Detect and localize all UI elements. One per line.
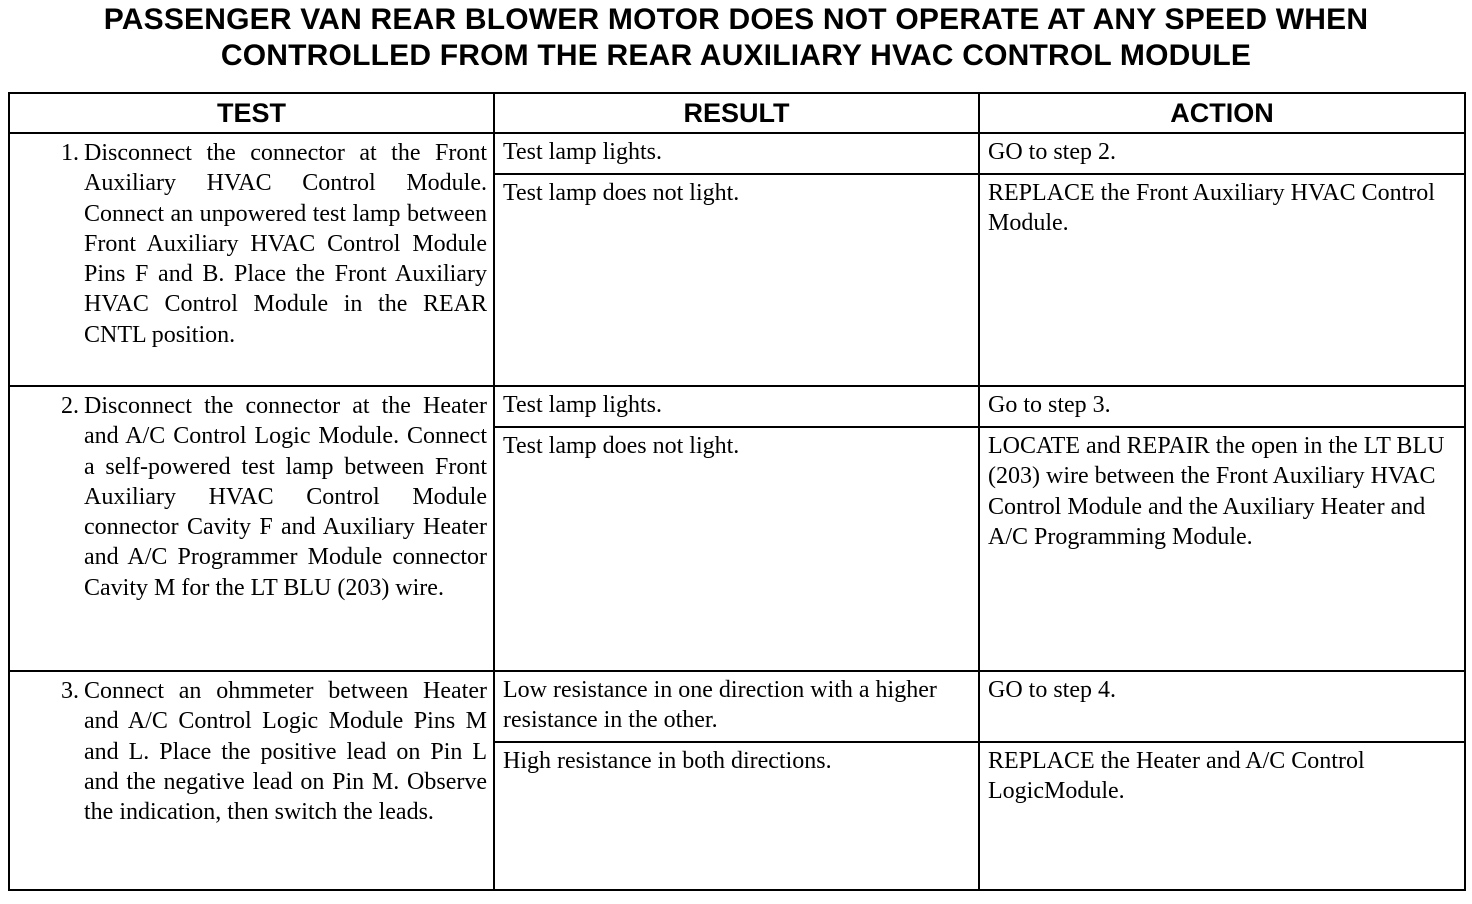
action-cell: REPLACE the Front Auxiliary HVAC Control Module. — [979, 174, 1465, 386]
test-instructions: Connect an ohmmeter between Heater and A/C Control Logic Module Pins M and L. Place the positive lead on Pin L and the negative lead on Pin M. Observe the indication, then switch the leads. — [84, 678, 487, 826]
title-line-2: CONTROLLED FROM THE REAR AUXILIARY HVAC CONTROL MODULE — [220, 39, 1252, 72]
diagnostic-table — [8, 92, 1466, 891]
table-row — [9, 671, 1465, 742]
action-cell: LOCATE and REPAIR the open in the LT BLU (203) wire between the Front Auxiliary HVAC Control Module and the Auxiliary Heater and A/C Programming Module. — [979, 427, 1465, 671]
result-cell: High resistance in both directions. — [494, 742, 979, 890]
step-number: 1. — [61, 140, 79, 166]
action-cell: Go to step 3. — [979, 386, 1465, 427]
test-cell-step-2 — [9, 386, 494, 671]
step-number: 3. — [61, 678, 79, 704]
action-cell: GO to step 2. — [979, 133, 1465, 174]
result-cell: Test lamp does not light. — [494, 427, 979, 671]
result-cell: Test lamp lights. — [494, 133, 979, 174]
header-test: TEST — [9, 93, 494, 133]
table-row — [9, 386, 1465, 427]
test-cell-step-1 — [9, 133, 494, 386]
result-cell: Low resistance in one direction with a higher resistance in the other. — [494, 671, 979, 742]
title-line-1: PASSENGER VAN REAR BLOWER MOTOR DOES NOT OPERATE AT ANY SPEED WHEN — [103, 3, 1369, 36]
test-instructions: Disconnect the connector at the Front Auxiliary HVAC Control Module. Connect an unpowered test lamp between Front Auxiliary HVAC Control Module Pins F and B. Place the Front Auxiliary HVAC Control Module in the REAR CNTL position. — [84, 140, 487, 348]
result-cell: Test lamp lights. — [494, 386, 979, 427]
test-cell-step-3 — [9, 671, 494, 890]
header-result: RESULT — [494, 93, 979, 133]
step-number: 2. — [61, 393, 79, 419]
result-cell: Test lamp does not light. — [494, 174, 979, 386]
action-cell: REPLACE the Heater and A/C Control LogicModule. — [979, 742, 1465, 890]
header-action: ACTION — [979, 93, 1465, 133]
table-row — [9, 133, 1465, 174]
action-cell: GO to step 4. — [979, 671, 1465, 742]
page-title — [0, 2, 1472, 74]
header-row — [9, 93, 1465, 133]
test-instructions: Disconnect the connector at the Heater and A/C Control Logic Module. Connect a self-powered test lamp between Front Auxiliary HVAC Control Module connector Cavity F and Auxiliary Heater and A/C Programmer Module connector Cavity M for the LT BLU (203) wire. — [84, 393, 487, 601]
